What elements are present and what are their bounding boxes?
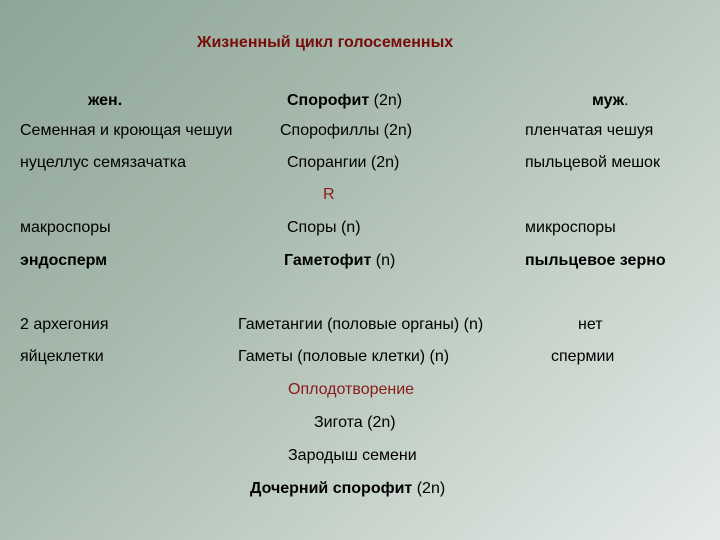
female-header: жен. xyxy=(88,92,123,109)
row5-center: Гаметангии (половые органы) (n) xyxy=(238,316,484,333)
gametophyte-row xyxy=(284,251,395,271)
row4-left: эндосперм xyxy=(20,252,108,269)
row5-right: нет xyxy=(578,316,603,333)
gametophyte-label: Гаметофит xyxy=(284,252,372,269)
row6-left: яйцеклетки xyxy=(20,348,104,365)
row1-left: Семенная и кроющая чешуи xyxy=(20,122,233,139)
male-dot: . xyxy=(624,92,629,109)
row2-center: Спорангии (2n) xyxy=(287,154,400,171)
fertilization-step: Оплодотворение xyxy=(288,381,415,398)
daughter-sporophyte-ploidy: (2n) xyxy=(412,480,446,497)
row3-center: Споры (n) xyxy=(287,219,361,236)
slide-title: Жизненный цикл голосеменных xyxy=(197,34,454,51)
daughter-sporophyte-label: Дочерний спорофит xyxy=(250,480,413,497)
row3-right: микроспоры xyxy=(525,219,616,236)
sporophyte-label: Спорофит xyxy=(287,92,370,109)
male-header xyxy=(592,91,629,111)
sporophyte-header xyxy=(287,91,402,111)
row4-right: пыльцевое зерно xyxy=(525,252,666,269)
embryo-step: Зародыш семени xyxy=(288,447,417,464)
male-label: муж xyxy=(592,92,625,109)
meiosis-marker: R xyxy=(323,186,335,203)
sporophyte-ploidy: (2n) xyxy=(369,92,403,109)
row3-left: макроспоры xyxy=(20,219,111,236)
daughter-sporophyte-step xyxy=(250,479,445,499)
row1-right: пленчатая чешуя xyxy=(525,122,654,139)
row6-center: Гаметы (половые клетки) (n) xyxy=(238,348,450,365)
row2-left: нуцеллус семязачатка xyxy=(20,154,187,171)
row2-right: пыльцевой мешок xyxy=(525,154,660,171)
zygote-step: Зигота (2n) xyxy=(314,414,396,431)
row5-left: 2 архегония xyxy=(20,316,109,333)
gametophyte-ploidy: (n) xyxy=(371,252,396,269)
row6-right: спермии xyxy=(551,348,615,365)
row1-center: Спорофиллы (2n) xyxy=(280,122,413,139)
